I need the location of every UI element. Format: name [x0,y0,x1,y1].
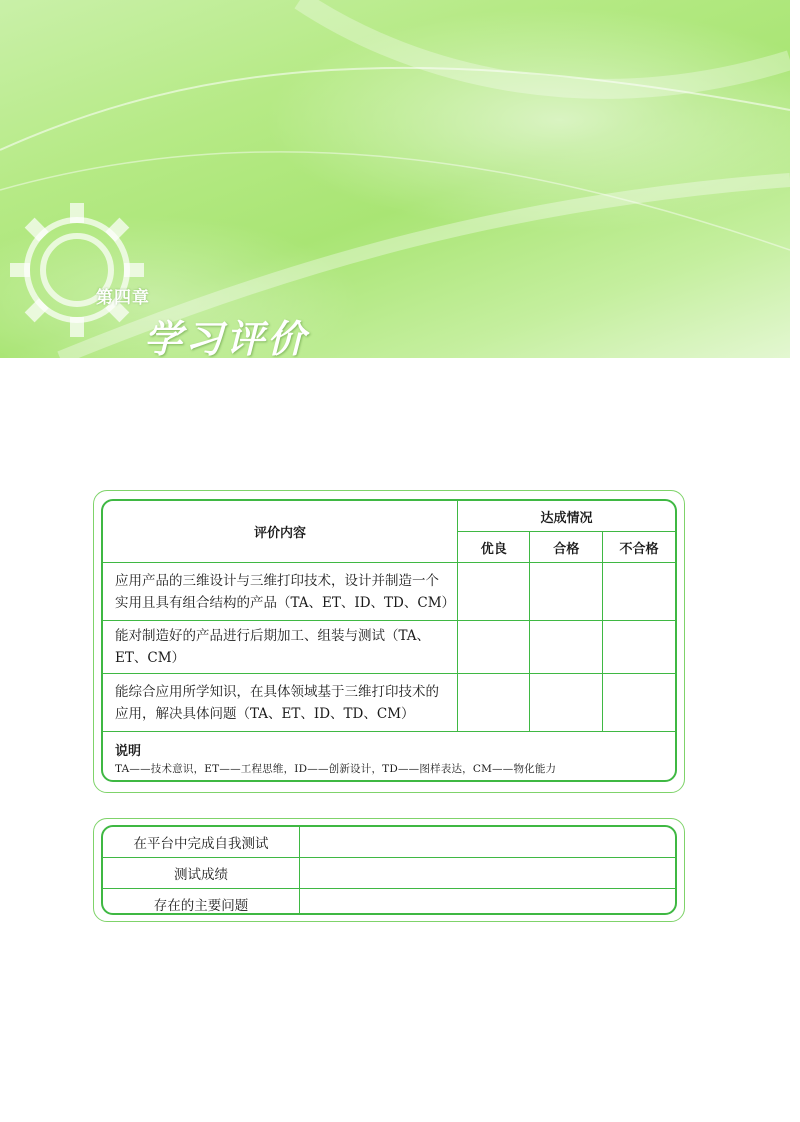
table-row [103,674,675,732]
check-cell[interactable] [530,563,603,621]
self-test-table [103,827,675,915]
section-title: 学习评价 [144,317,309,358]
level-pass: 合格 [530,532,603,563]
check-cell[interactable] [602,621,675,674]
check-cell[interactable] [602,563,675,621]
check-cell[interactable] [457,563,530,621]
table-row [103,827,675,858]
check-cell[interactable] [530,621,603,674]
table-row [103,563,675,621]
table-row [103,889,675,916]
chapter-label: 第四章 [96,288,150,308]
content-header: 评价内容 [103,501,457,563]
table-row [103,621,675,674]
level-fail: 不合格 [602,532,675,563]
gear-icon [2,195,152,345]
main-problems-label: 存在的主要问题 [103,889,300,916]
self-test-table-box [101,825,677,915]
check-cell[interactable] [457,674,530,732]
check-cell[interactable] [530,674,603,732]
header-banner [0,0,790,358]
test-score-label: 测试成绩 [103,858,300,889]
row-content: 能对制造好的产品进行后期加工、组装与测试（TA、ET、CM） [103,621,457,674]
self-test-label: 在平台中完成自我测试 [103,827,300,858]
note-cell [103,732,675,783]
level-excellent: 优良 [457,532,530,563]
test-score-value[interactable] [300,858,676,889]
main-problems-value[interactable] [300,889,676,916]
table-row [103,858,675,889]
check-cell[interactable] [602,674,675,732]
evaluation-table-box [101,499,677,782]
evaluation-table [103,501,675,782]
row-content: 能综合应用所学知识，在具体领域基于三维打印技术的应用，解决具体问题（TA、ET、ID、TD、CM） [103,674,457,732]
self-test-value[interactable] [300,827,676,858]
note-title: 说明 [115,744,142,759]
achievement-header: 达成情况 [457,501,675,532]
note-text: TA——技术意识，ET——工程思维，ID——创新设计，TD——图样表达，CM——物化能力 [115,763,557,775]
row-content: 应用产品的三维设计与三维打印技术，设计并制造一个实用且具有组合结构的产品（TA、ET、ID、TD、CM） [103,563,457,621]
check-cell[interactable] [457,621,530,674]
